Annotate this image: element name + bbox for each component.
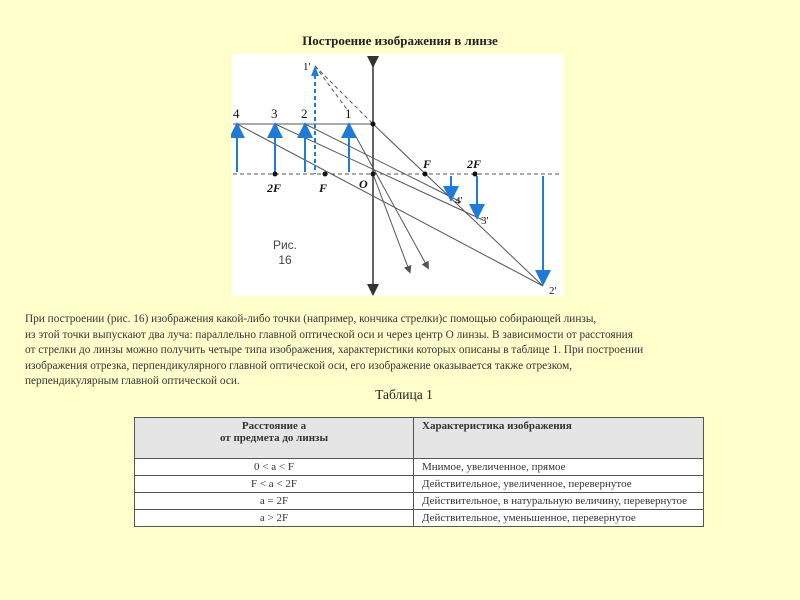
paragraph-line-4: изображения отрезка, перпендикулярного главной оптической оси, его изображение оказывается также отрезком, xyxy=(25,359,573,372)
label-f-right: F xyxy=(423,157,432,171)
cell-description: Действительное, в натуральную величину, перевернутое xyxy=(414,493,704,510)
table-row xyxy=(135,476,704,493)
paragraph-line-2: из этой точки выпускают два луча: параллельно главной оптической оси и через центр O линзы. В зависимости от расстояния xyxy=(25,328,633,341)
paragraph-line-5: перпендикулярным главной оптической оси. xyxy=(25,375,240,387)
object-label-1: 1 xyxy=(345,106,352,121)
central-ray-2 xyxy=(305,124,461,202)
label-2f-left: 2F xyxy=(267,181,282,195)
central-ray-3 xyxy=(275,124,483,220)
paragraph-line-1: При построении (рис. 16) изображения какой-либо точки (например, кончика стрелки)с помощью собирающей линзы, xyxy=(25,313,597,325)
image-properties-table xyxy=(134,417,704,527)
paragraph-line-3: от стрелки до линзы можно получить четыре типа изображения, характеристики которых описаны в таблице 1. При построении xyxy=(25,344,644,356)
point-lens-top xyxy=(371,122,376,127)
virtual-arrow-head xyxy=(311,66,319,76)
point-2f-left xyxy=(273,172,278,177)
table-row xyxy=(135,459,704,476)
point-f-left xyxy=(323,172,328,177)
point-o xyxy=(371,172,376,177)
description-paragraph xyxy=(25,312,785,390)
figure-caption xyxy=(265,238,305,268)
ray-extension xyxy=(373,174,409,270)
image-label-4: 4' xyxy=(455,195,463,207)
object-label-2: 2 xyxy=(301,106,308,121)
central-ray-1 xyxy=(349,124,427,266)
label-2f-right: 2F xyxy=(467,157,482,171)
label-o: O xyxy=(359,177,368,191)
page-title: Построение изображения в линзе xyxy=(302,33,498,48)
cell-description: Мнимое, увеличенное, прямое xyxy=(414,459,704,476)
lens-diagram-figure xyxy=(231,54,563,296)
table-header-row xyxy=(135,418,704,459)
cell-distance: a > 2F xyxy=(135,510,414,527)
point-f-right xyxy=(423,172,428,177)
table-title: Таблица 1 xyxy=(375,387,433,402)
header-distance xyxy=(135,418,414,459)
label-f-left: F xyxy=(319,181,328,195)
cell-description: Действительное, увеличенное, перевернутое xyxy=(414,476,704,493)
virtual-ray-a xyxy=(315,66,373,124)
header-distance-line1: Расстояние a xyxy=(241,420,307,432)
header-distance-line2: от предмета до линзы xyxy=(219,432,329,444)
cell-distance: a = 2F xyxy=(135,493,414,510)
cell-distance: 0 < a < F xyxy=(135,459,414,476)
object-label-3: 3 xyxy=(271,106,278,121)
figure-caption-line2: 16 xyxy=(278,253,292,267)
object-label-4: 4 xyxy=(233,106,240,121)
cell-description: Действительное, уменьшенное, перевернутое xyxy=(414,510,704,527)
cell-distance: F < a < 2F xyxy=(135,476,414,493)
table-row xyxy=(135,493,704,510)
image-label-2: 2' xyxy=(549,285,557,296)
figure-caption-line1: Рис. xyxy=(272,238,298,252)
point-2f-right xyxy=(473,172,478,177)
image-label-1: 1' xyxy=(303,61,311,73)
table-row xyxy=(135,510,704,527)
header-characteristic: Характеристика изображения xyxy=(414,418,704,459)
image-label-3: 3' xyxy=(481,215,489,227)
virtual-ray-b xyxy=(315,66,349,112)
